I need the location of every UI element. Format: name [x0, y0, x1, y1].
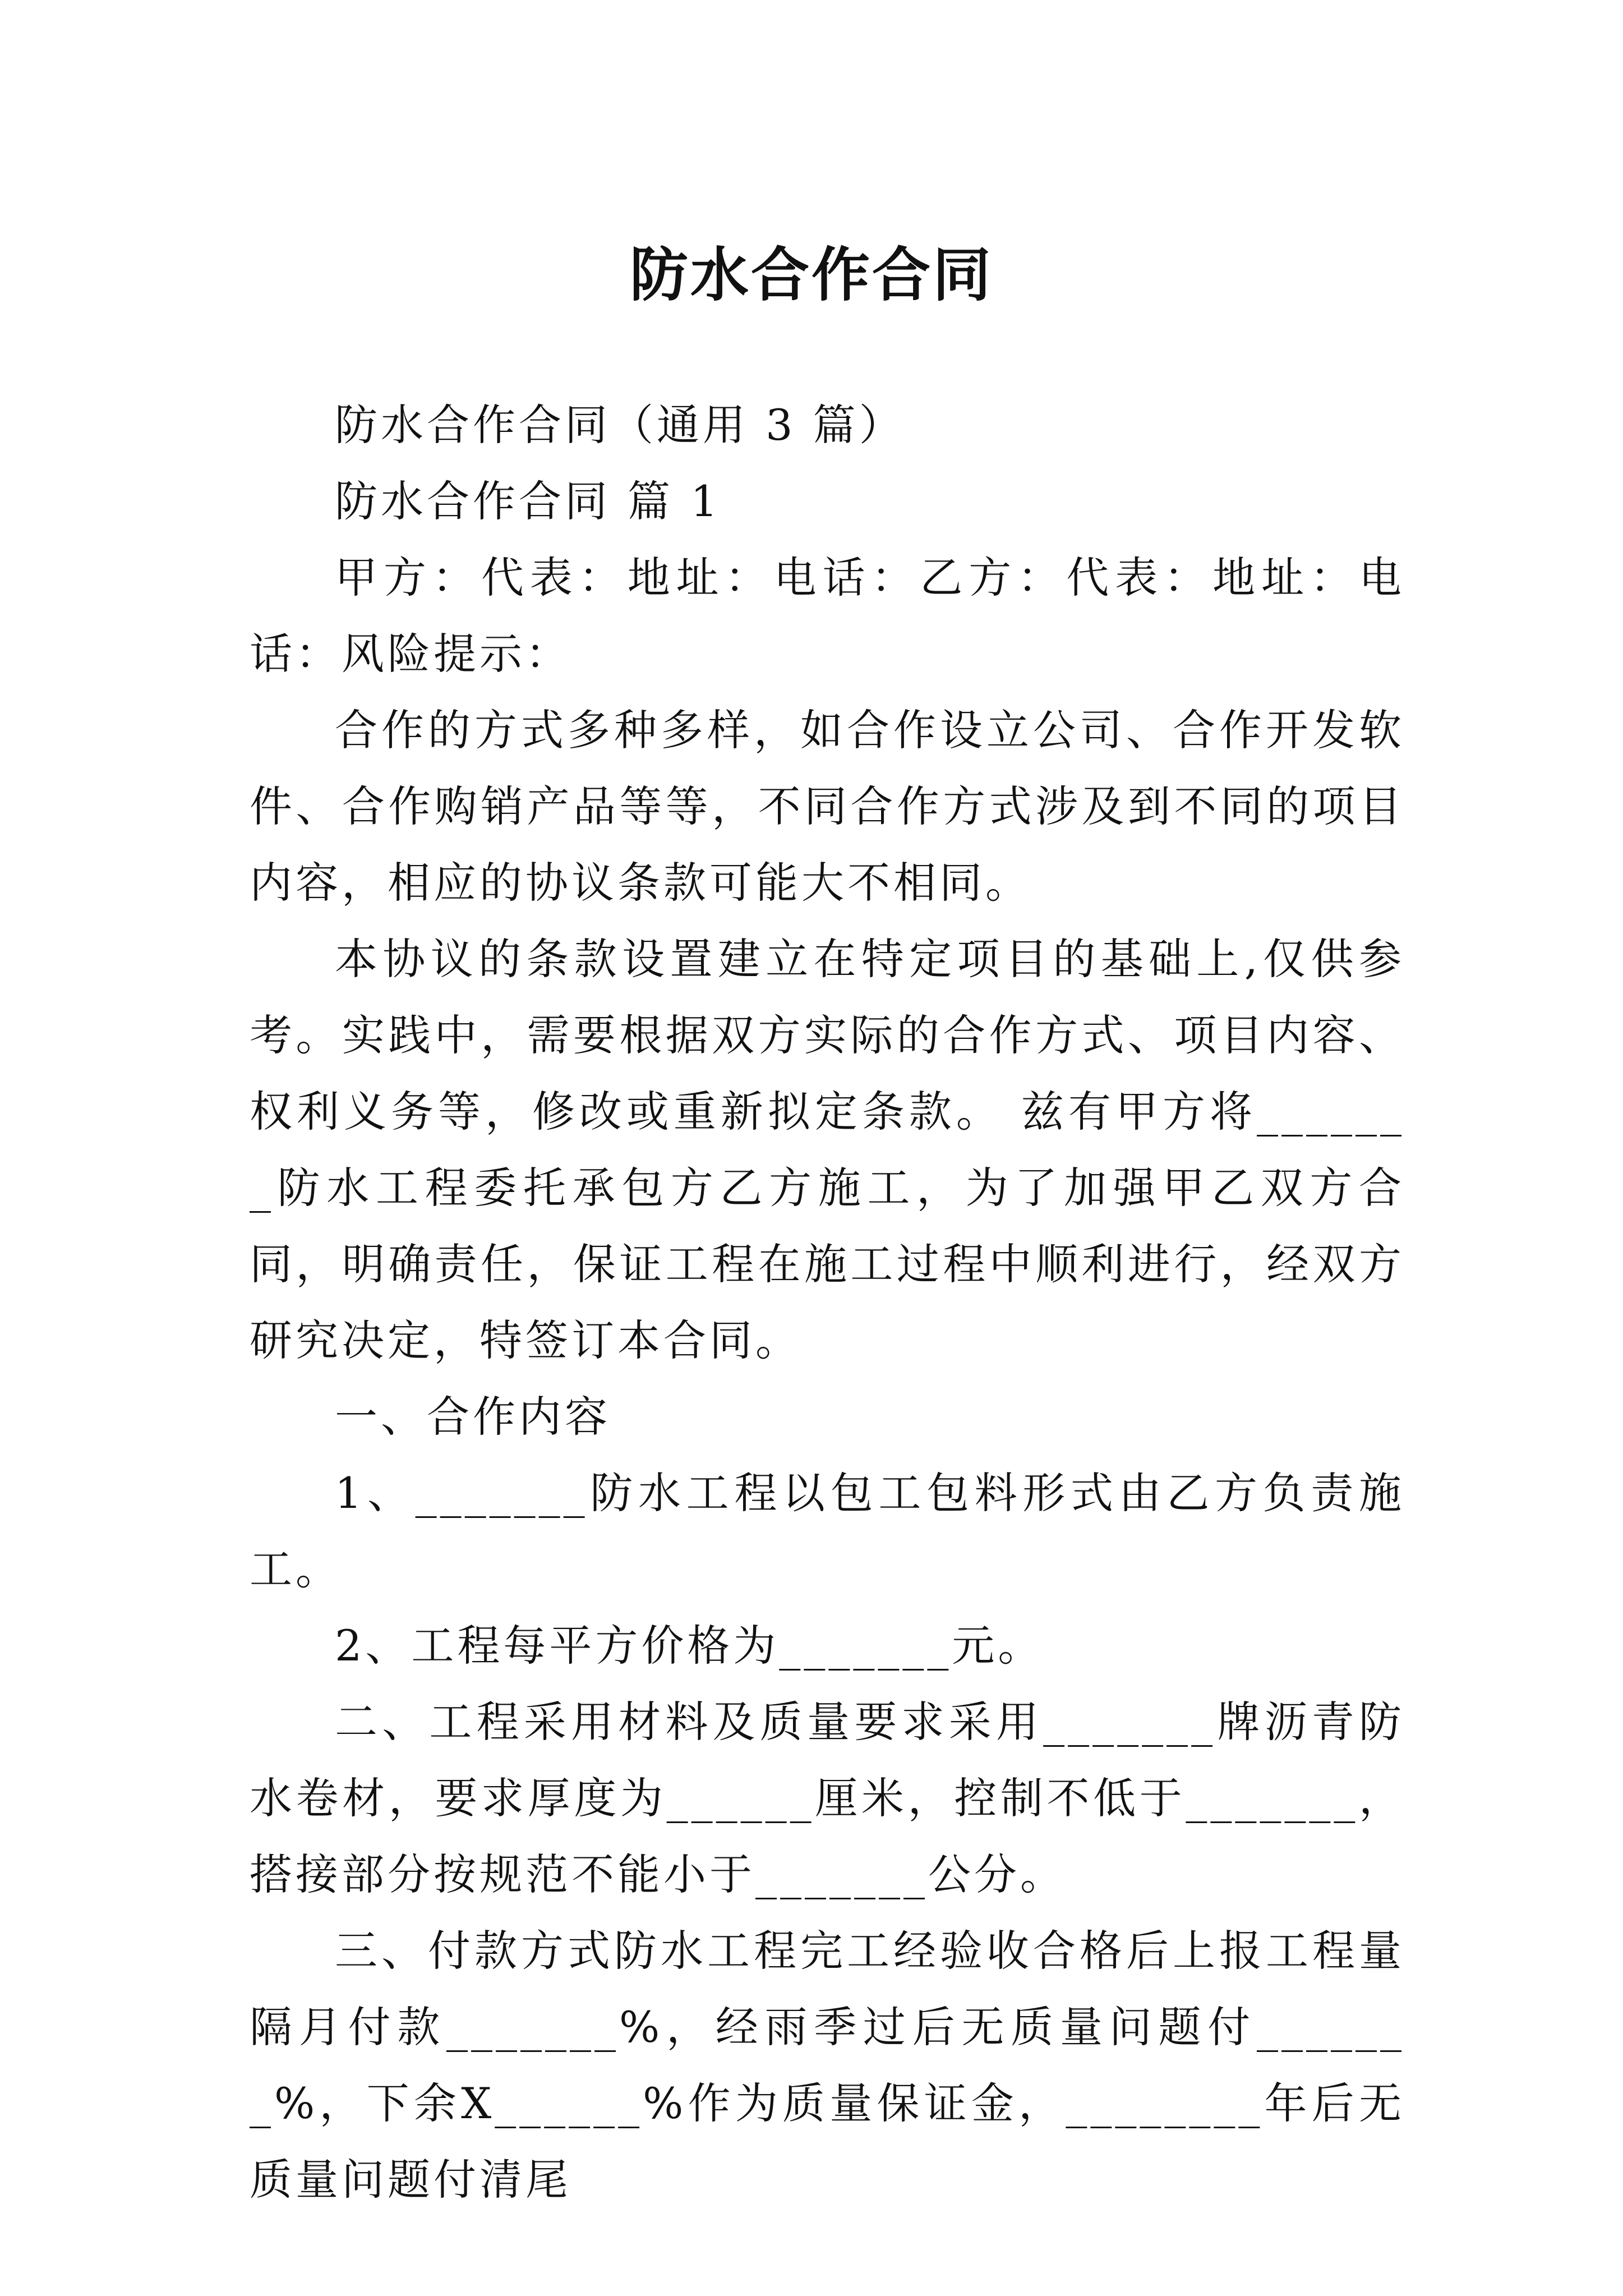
paragraph-clause-2: 二、工程采用材料及质量要求采用_______牌沥青防水卷材，要求厚度为______厘米，控制不低于_______，搭接部分按规范不能小于_______公分。 [250, 1697, 1405, 1899]
paragraph-risk-note: 合作的方式多种多样，如合作设立公司、合作开发软件、合作购销产品等等，不同合作方式涉及到不同的项目内容，相应的协议条款可能大不相同。 [250, 705, 1405, 908]
paragraph-parties: 甲方：代表：地址：电话：乙方：代表：地址：电话：风险提示： [250, 553, 1405, 679]
document-body [250, 387, 1405, 2218]
paragraph-subtitle: 防水合作合同（通用 3 篇） [335, 400, 905, 450]
paragraph-preamble: 本协议的条款设置建立在特定项目的基础上,仅供参考。实践中，需要根据双方实际的合作方式、项目内容、权利义务等，修改或重新拟定条款。 兹有甲方将_______防水工程委托承包方乙方施工，为了加强甲乙双方合同，明确责任，保证工程在施工过程中顺利进行，经双方研究决定，特签订本合同。 [250, 934, 1405, 1365]
document-title: 防水合作合同 [629, 240, 993, 309]
paragraph-clause-1-item-2: 2、工程每平方价格为_______元。 [335, 1621, 1044, 1671]
paragraph-clause-3: 三、付款方式防水工程完工经验收合格后上报工程量隔月付款_______%，经雨季过后无质量问题付_______%，下余X______%作为质量保证金，________年后无质量问题付清尾 [250, 1926, 1405, 2205]
paragraph-clause-1-heading: 一、合作内容 [335, 1392, 611, 1442]
paragraph-section-heading: 防水合作合同 篇 1 [335, 476, 721, 526]
paragraph-clause-1-item-1: 1、_______防水工程以包工包料形式由乙方负责施工。 [250, 1468, 1405, 1594]
